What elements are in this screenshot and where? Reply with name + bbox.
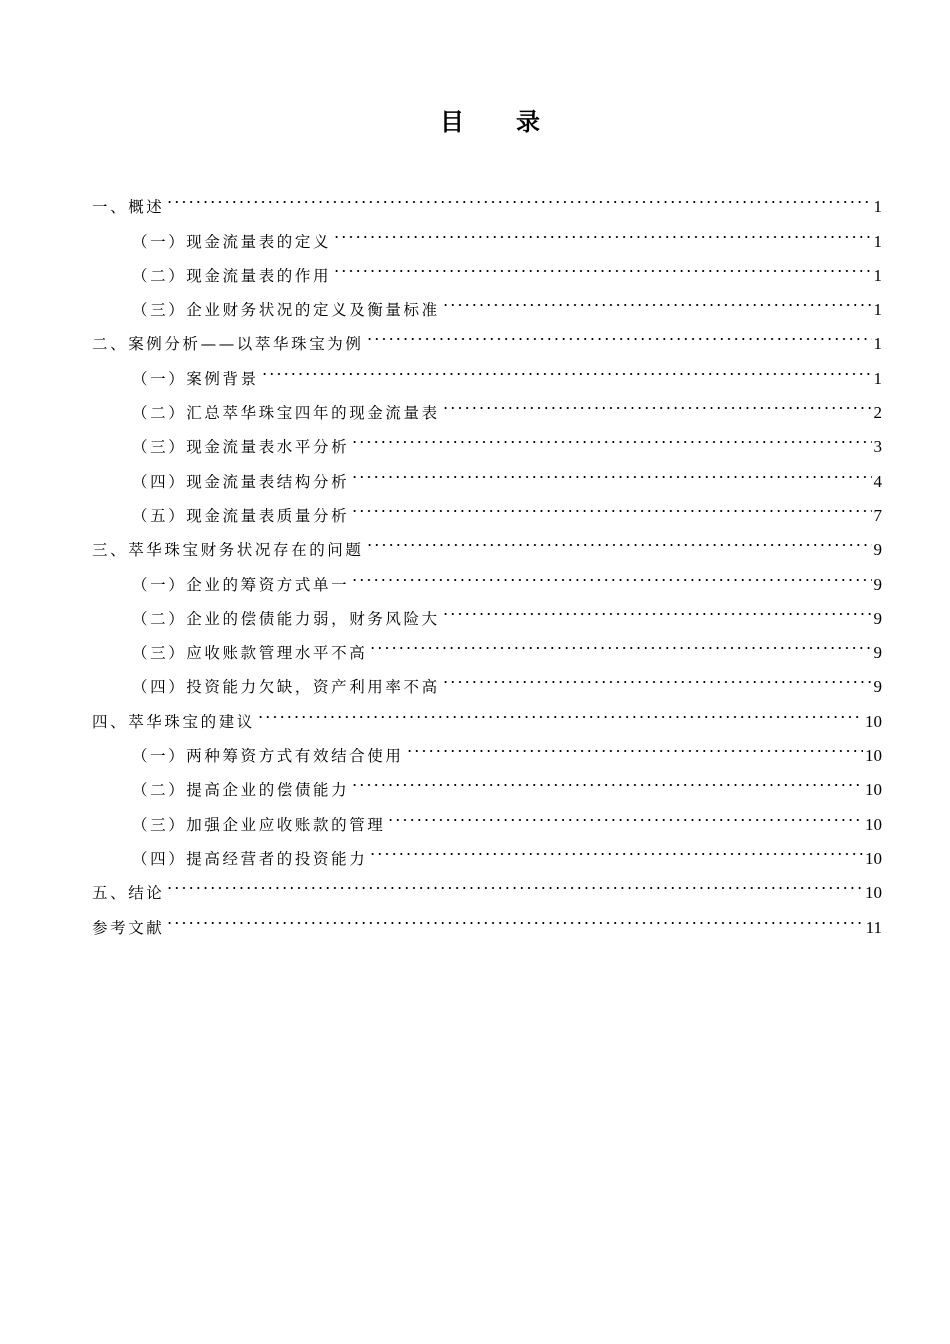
toc-dot-leader (367, 624, 873, 658)
toc-page-number: 2 (873, 403, 882, 423)
toc-title-char-1: 目 (440, 107, 464, 136)
toc-dot-leader (364, 315, 874, 349)
toc-dot-leader (349, 487, 873, 521)
toc-entry-text: 四、萃华珠宝的建议 (92, 712, 255, 731)
toc-entry-text: 二、案例分析——以萃华珠宝为例 (92, 335, 364, 354)
toc-entry-text: 参考文献 (92, 918, 165, 937)
toc-page-number: 10 (865, 711, 882, 731)
toc-page-number: 1 (873, 197, 882, 217)
toc-page-number: 7 (873, 505, 882, 525)
toc-dot-leader (440, 384, 874, 418)
toc-entry-chapter[interactable] (92, 864, 882, 903)
toc-page-number: 10 (865, 746, 882, 766)
toc-page-number: 1 (873, 334, 882, 354)
toc-entry-text: （二）汇总萃华珠宝四年的现金流量表 (132, 404, 440, 423)
toc-entry-text: （三）应收账款管理水平不高 (132, 644, 368, 663)
toc-entry-text: （四）投资能力欠缺，资产利用率不高 (132, 678, 440, 697)
toc-entry-text: （四）提高经营者的投资能力 (132, 849, 368, 868)
toc-entry-text: （一）企业的筹资方式单一 (132, 575, 350, 594)
toc-page-number: 9 (873, 540, 882, 560)
toc-entry-text: （一）案例背景 (132, 369, 259, 388)
toc-dot-leader (349, 418, 873, 452)
toc-page-number: 9 (873, 643, 882, 663)
toc-entry-text: （三）加强企业应收账款的管理 (132, 815, 386, 834)
toc-entry-text: （三）企业财务状况的定义及衡量标准 (132, 301, 440, 320)
toc-entry-text: （四）现金流量表结构分析 (132, 472, 350, 491)
toc-dot-leader (404, 727, 865, 761)
toc-page-number: 3 (873, 437, 882, 457)
toc-entry-text: （一）现金流量表的定义 (132, 232, 332, 251)
toc-dot-leader (255, 692, 865, 726)
toc-entry-text: （三）现金流量表水平分析 (132, 438, 350, 457)
toc-dot-leader (349, 555, 873, 589)
toc-page-number: 10 (865, 848, 882, 868)
toc-page-number: 9 (873, 608, 882, 628)
toc-page-number: 9 (873, 574, 882, 594)
toc-dot-leader (331, 212, 873, 246)
toc-dot-leader (331, 247, 873, 281)
toc-entry-chapter[interactable] (92, 178, 882, 217)
toc-dot-leader (349, 761, 865, 795)
toc-entry-text: （一）两种筹资方式有效结合使用 (132, 747, 404, 766)
toc-dot-leader (259, 349, 874, 383)
toc-page-number: 1 (873, 265, 882, 285)
toc-dot-leader (164, 864, 865, 898)
toc-entry-text: 五、结论 (92, 884, 165, 903)
toc-dot-leader (440, 658, 874, 692)
toc-page-number: 10 (865, 780, 882, 800)
toc-page-number: 10 (865, 883, 882, 903)
toc-entry-text: 一、概述 (92, 198, 165, 217)
toc-page-number: 9 (873, 677, 882, 697)
toc-dot-leader (364, 521, 874, 555)
toc-entry-chapter[interactable] (92, 898, 882, 937)
toc-entry-text: （五）现金流量表质量分析 (132, 506, 350, 525)
toc-dot-leader (440, 590, 874, 624)
toc-page-number: 11 (865, 917, 882, 937)
toc-dot-leader (440, 281, 874, 315)
toc-dot-leader (367, 830, 865, 864)
toc-entry-section[interactable] (92, 212, 882, 251)
toc-entry-text: （二）现金流量表的作用 (132, 266, 332, 285)
toc-page-number: 4 (873, 471, 882, 491)
toc-page-number: 10 (865, 814, 882, 834)
toc-entry-text: 三、萃华珠宝财务状况存在的问题 (92, 541, 364, 560)
toc-title-char-2: 录 (516, 107, 540, 136)
toc-dot-leader (164, 178, 873, 212)
toc-entry-text: （二）提高企业的偿债能力 (132, 781, 350, 800)
toc-dot-leader (164, 898, 865, 932)
toc-page-number: 1 (873, 368, 882, 388)
toc-title (0, 104, 950, 140)
toc-page-number: 1 (873, 300, 882, 320)
toc-page-number: 1 (873, 231, 882, 251)
toc-dot-leader (349, 452, 873, 486)
toc-entry-text: （二）企业的偿债能力弱，财务风险大 (132, 609, 440, 628)
toc-dot-leader (385, 795, 865, 829)
toc-list (92, 178, 882, 937)
